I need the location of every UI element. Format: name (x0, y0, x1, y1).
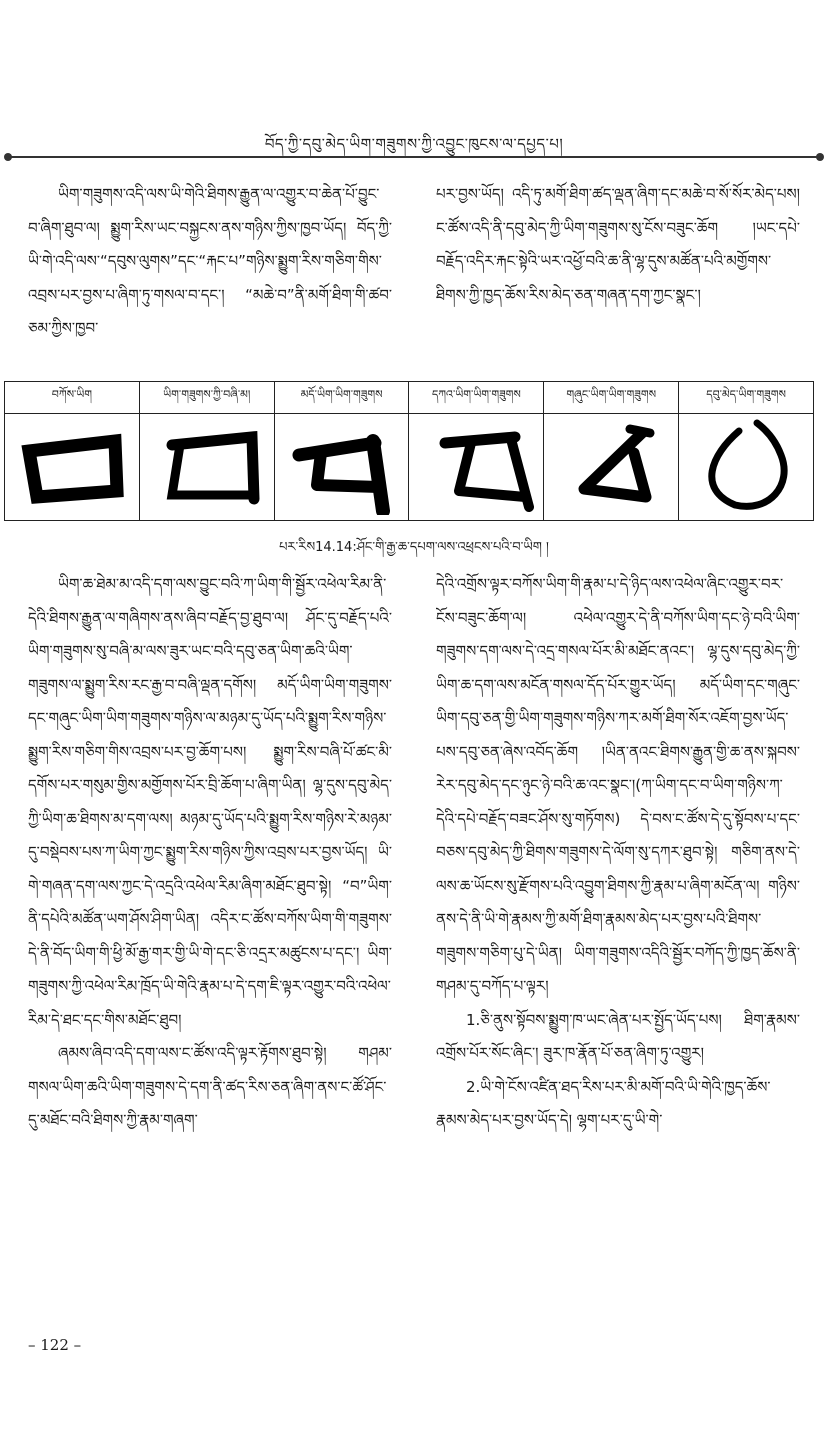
header-rule (8, 156, 820, 158)
paragraph: པར་བྱས་ཡོད། འདི་ཏུ་མགོ་ཐིག་ཚད་ལྡན་ཞིག་དང་མཆེ་བ་སོ་སོར་མེད་པས། ང་ཚོས་འདི་ནི་དབུ་མེད་ཀྱི་ཡིག་གཟུགས་སུ་ངོས་བཟུང་ཆོག །ཡང་དཔེ་བརྗོད་འདིར་རྐང་སྟེའི་ཡར་འཕྱོ་བའི་ཆ་ནི་ལྷ་དུས་མཚོན་པའི་མགྱོགས་ཐིགས་ཀྱི་ཁྱད་ཆོས་རིས་མེད་ཅན་གཞན་དག་ཀྱང་སྣང་། (436, 185, 800, 304)
paragraph: ཡིག་གཟུགས་འདི་ལས་ཡི་གེའི་ཐིགས་རྒྱུན་ལ་འགྱུར་བ་ཆེན་པོ་བྱུང་བ་ཞིག་ཐུབ་ལ། སྨྱུག་རིས་ཡང་བསྐྱངས་ནས་གཉིས་ཀྱིས་ཁྱབ་ཡོད། བོད་ཀྱི་ཡི་གེ་འདི་ལས་“དབུས་ལུགས”དང་“རྐང་པ”གཉིས་སྨྱུག་རིས་གཅིག་གིས་འབྲས་པར་བྱས་པ་ཞིག་ཏུ་གསལ་བ་དང་། “མཆེ་བ”ནི་མགོ་ཐིག་གི་ཚབ་ཅམ་ཀྱིས་ཁྱབ་ (28, 185, 392, 337)
glyph-comparison-table (4, 381, 814, 521)
paragraph: ཞམས་ཞིབ་འདི་དག་ལས་ང་ཚོས་འདི་ལྟར་རྟོགས་ཐུབ་སྟེ། གཤམ་གསལ་ཡིག་ཆའི་ཡིག་གཟུགས་དེ་དག་ནི་ཚད་རིས་ཅན་ཞིག་ནས་ང་ཚོ་ཤོང་དུ་མཐོང་བའི་ཐིགས་ཀྱི་རྣམ་གཞག་ (28, 1044, 392, 1129)
glyph-row (5, 414, 814, 521)
mdo-yig-pa-glyph-icon (277, 415, 407, 515)
running-head: བོད་ཀྱི་དབུ་མེད་ཡིག་གཟུགས་ཀྱི་འབྱུང་ཁུངས་ལ་དཔྱད་པ། (264, 135, 564, 153)
table-header-cell: ཡིག་གཟུགས་ཀྱི་བཞི་མ། (139, 382, 274, 414)
table-header-cell: བཀོས་ཡིག (5, 382, 140, 414)
paragraph: 1.ཅི་ནུས་སྟོབས་སྨྱུག་ཁ་ཡང་ཞེན་པར་སྤྱོད་ཡོད་པས། ཐིག་རྣམས་འགྲོས་པོར་སོང་ཞིང་། ཟུར་ཁ་རྣོན་པོ་ཅན་ཞིག་ཏུ་འགྱུར། (436, 1010, 800, 1062)
paragraph: ཡིག་ཆ་ཐེམ་མ་འདི་དག་ལས་བྱུང་བའི་ཀ་ཡིག་གི་སྦྱོར་འཕེལ་རིམ་ནི་དེའི་ཐིགས་རྒྱུན་ལ་གཞིགས་ནས་ཞིབ་བརྗོད་བྱ་ཐུབ་ལ། ཤོང་དུ་བརྗོད་པའི་ཡིག་གཟུགས་སུ་བཞི་མ་ལས་ཟུར་ཡང་བའི་དབུ་ཅན་ཡིག་ཆའི་ཡིག་གཟུགས་ལ་སྨྱུག་རིས་རང་རྒྱ་བ་བཞི་ལྡན་དགོས། མདོ་ཡིག་ཡིག་གཟུགས་དང་གཞུང་ཡིག་ཡིག་གཟུགས་གཉིས་ལ་མཉམ་དུ་ཡོད་པའི་སྨྱུག་རིས་གཉིས་སྨྱུག་རིས་གཅིག་གིས་འབྲས་པར་བྱ་ཆོག་པས། སྨྱུག་རིས་བཞི་པོ་ཚང་མི་དགོས་པར་གསུམ་གྱིས་མགྱོགས་པོར་བྲི་ཆོག་པ་ཞིག་ཡིན། ལྷ་དུས་དབུ་མེད་ཀྱི་ཡིག་ཆ་ཐིགས་མ་དག་ལས། མཉམ་དུ་ཡོད་པའི་སྨྱུག་རིས་གཉིས་རེ་མཉམ་དུ་བསྡེབས་པས་ཀ་ཡིག་ཀྱང་སྨྱུག་རིས་གཉིས་ཀྱིས་འབྲས་པར་བྱས་ཡོད། ཡི་གེ་གཞན་དག་ལས་ཀྱང་དེ་འདྲའི་འཕེལ་རིམ་ཞིག་མཐོང་ཐུབ་སྟེ། “བ”ཡིག་ནི་དཔེའི་མཚོན་ཡག་ཤོས་ཤིག་ཡིན། འདིར་ང་ཚོས་བཀོས་ཡིག་གི་གཟུགས་དེ་ནི་བོད་ཡིག་གི་ཕྱི་མོ་རྒྱ་གར་གྱི་ཡི་གེ་དང་ཅི་འདྲར་མཚུངས་པ་དང་། ཡིག་གཟུགས་ཀྱི་འཕེལ་རིམ་ཁྲོད་ཡི་གེའི་རྣམ་པ་དེ་དག་ཇི་ལྟར་འགྱུར་བའི་འཕེལ་རིམ་དེ་ཐང་དང་གིས་མཐོང་ཐུབ། (28, 575, 392, 1029)
table-header-cell: མདོ་ཡིག་ཡིག་གཟུགས (274, 382, 409, 414)
yig-gzugs-pa-glyph-icon (142, 415, 272, 515)
page-number: – 122 – (28, 1336, 82, 1354)
paragraph: དེའི་འགྲོས་ལྟར་བཀོས་ཡིག་གི་རྣམ་པ་དེ་ཉིད་ལས་འཕེལ་ཞིང་འགྱུར་བར་ངོས་བཟུང་ཆོག་ལ། འཕེལ་འགྱུར་དེ་ནི་བཀོས་ཡིག་དང་ཉེ་བའི་ཡིག་གཟུགས་དག་ལས་དེ་འདྲ་གསལ་པོར་མི་མཐོང་ནའང་། ལྷ་དུས་དབུ་མེད་ཀྱི་ཡིག་ཆ་དག་ལས་མངོན་གསལ་དོད་པོར་གྱུར་ཡོད། མདོ་ཡིག་དང་གཞུང་ཡིག་དབུ་ཅན་གྱི་ཡིག་གཟུགས་གཉིས་ཀར་མགོ་ཐིག་སོར་འཇོག་བྱས་ཡོད་པས་དབུ་ཅན་ཞེས་འབོད་ཆོག །ཡིན་ནའང་ཐིགས་རྒྱུན་གྱི་ཆ་ནས་སྐབས་རེར་དབུ་མེད་དང་ཉུང་ཉེ་བའི་ཆ་འང་སྣང་།(ཀ་ཡིག་དང་བ་ཡིག་གཉིས་ཀ་དེའི་དཔེ་བརྗོད་བཟང་ཤོས་སུ་གཏོགས) དེ་བས་ང་ཚོས་དེ་དུ་སྟོབས་པ་དང་བཅས་དབུ་མེད་ཀྱི་ཐིགས་གཟུགས་དེ་ལོག་སུ་དཀར་ཐུབ་སྟེ། གཅིག་ནས་དེ་ལས་ཆ་ཡོངས་སུ་རྫོགས་པའི་འབྱུག་ཐིགས་ཀྱི་རྣམ་པ་ཞིག་མངོན་ལ། གཉིས་ནས་དེ་ནི་ཡི་གེ་རྣམས་ཀྱི་མགོ་ཐིག་རྣམས་མེད་པར་བྱས་པའི་ཐིགས་གཟུགས་གཅིག་པུ་དེ་ཡིན། ཡིག་གཟུགས་འདིའི་སྦྱོར་བཀོད་ཀྱི་ཁྱད་ཆོས་ནི་གཤམ་དུ་བཀོད་པ་ལྟར། (436, 575, 800, 995)
bottom-left-column (28, 568, 392, 1138)
table-header-row (5, 382, 814, 414)
bottom-right-column (436, 568, 800, 1138)
top-right-column (436, 178, 800, 312)
table-header-cell: དཀའ་ཡིག་ཡིག་གཟུགས (409, 382, 544, 414)
dbu-med-pa-glyph-icon (681, 415, 811, 515)
glyph-cell (409, 414, 544, 521)
figure-caption: པར་རིས14.14:ཤོང་གི་རྒྱ་ཆ་དཔག་ལས་འཕྲངས་པའི་བ་ཡིག ། (279, 540, 549, 555)
table-header-cell: དབུ་མེད་ཡིག་གཟུགས (679, 382, 814, 414)
glyph-cell (5, 414, 140, 521)
gzhung-yig-pa-glyph-icon (546, 415, 676, 515)
bkos-yig-pa-glyph-icon (7, 415, 137, 515)
glyph-cell (544, 414, 679, 521)
glyph-cell (274, 414, 409, 521)
glyph-cell (679, 414, 814, 521)
table-header-cell: གཞུང་ཡིག་ཡིག་གཟུགས (544, 382, 679, 414)
paragraph: 2.ཡི་གེ་ངོས་འཛིན་ཐད་རིས་པར་མི་མགོ་བའི་ཡི་གེའི་ཁྱད་ཆོས་རྣམས་མེད་པར་བྱས་ཡོད་དེ། ལྷག་པར་དུ་ཡི་གེ་ (436, 1077, 771, 1129)
glyph-cell (139, 414, 274, 521)
top-left-column (28, 178, 392, 346)
dkav-yig-pa-glyph-icon (411, 415, 541, 515)
